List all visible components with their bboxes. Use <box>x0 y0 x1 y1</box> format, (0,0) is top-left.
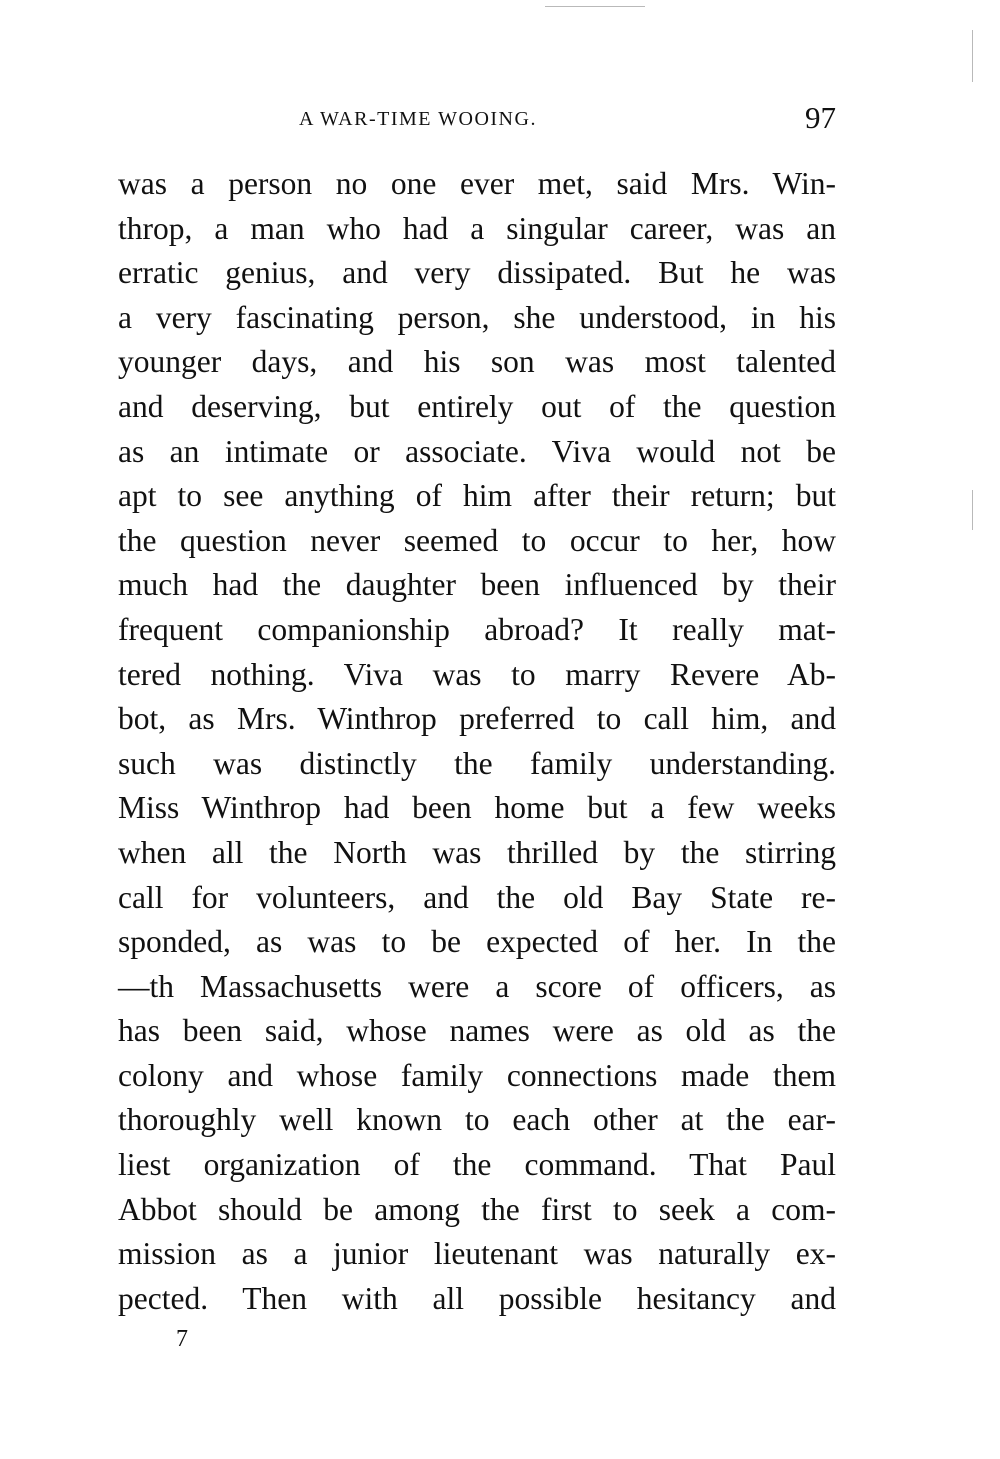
text-line: mission as a junior lieutenant was naturally ex- <box>118 1236 836 1272</box>
text-line: the question never seemed to occur to her, how <box>118 522 836 558</box>
text-line: when all the North was thrilled by the stirring <box>118 834 836 870</box>
scan-mark-right-upper <box>972 30 973 82</box>
text-line: call for volunteers, and the old Bay State re- <box>118 879 836 915</box>
text-line: apt to see anything of him after their return; but <box>118 478 836 514</box>
body-text <box>118 162 836 1321</box>
text-line: erratic genius, and very dissipated. But he was <box>118 255 836 291</box>
text-line: Miss Winthrop had been home but a few weeks <box>118 790 836 826</box>
scan-mark-right-middle <box>972 490 973 530</box>
text-line: sponded, as was to be expected of her. In the <box>118 924 836 960</box>
text-line: was a person no one ever met, said Mrs. Win- <box>118 166 836 201</box>
text-line: throp, a man who had a singular career, was an <box>118 210 836 246</box>
scan-mark-top <box>545 6 645 7</box>
text-line: —th Massachusetts were a score of officers, as <box>118 968 836 1004</box>
text-line: bot, as Mrs. Winthrop preferred to call him, and <box>118 701 836 737</box>
text-line: much had the daughter been influenced by their <box>118 567 836 603</box>
text-line: as an intimate or associate. Viva would not be <box>118 433 836 469</box>
signature-mark: 7 <box>176 1326 188 1352</box>
text-line: has been said, whose names were as old as the <box>118 1013 836 1049</box>
running-title: A WAR-TIME WOOING. <box>299 108 537 130</box>
text-line: Abbot should be among the first to seek a com- <box>118 1191 836 1227</box>
text-line: such was distinctly the family understanding. <box>118 745 836 781</box>
text-line: colony and whose family connections made them <box>118 1057 836 1093</box>
text-line: a very fascinating person, she understood, in his <box>118 299 836 335</box>
page-number: 97 <box>805 100 836 135</box>
text-line: younger days, and his son was most talented <box>118 344 836 380</box>
text-line: thoroughly well known to each other at the ear- <box>118 1102 836 1138</box>
text-line: pected. Then with all possible hesitancy and <box>118 1280 836 1316</box>
text-line: frequent companionship abroad? It really mat- <box>118 611 836 647</box>
text-line: liest organization of the command. That Paul <box>118 1147 836 1183</box>
text-line: and deserving, but entirely out of the question <box>118 388 836 424</box>
running-head <box>118 100 836 140</box>
text-line: tered nothing. Viva was to marry Revere Ab- <box>118 656 836 692</box>
